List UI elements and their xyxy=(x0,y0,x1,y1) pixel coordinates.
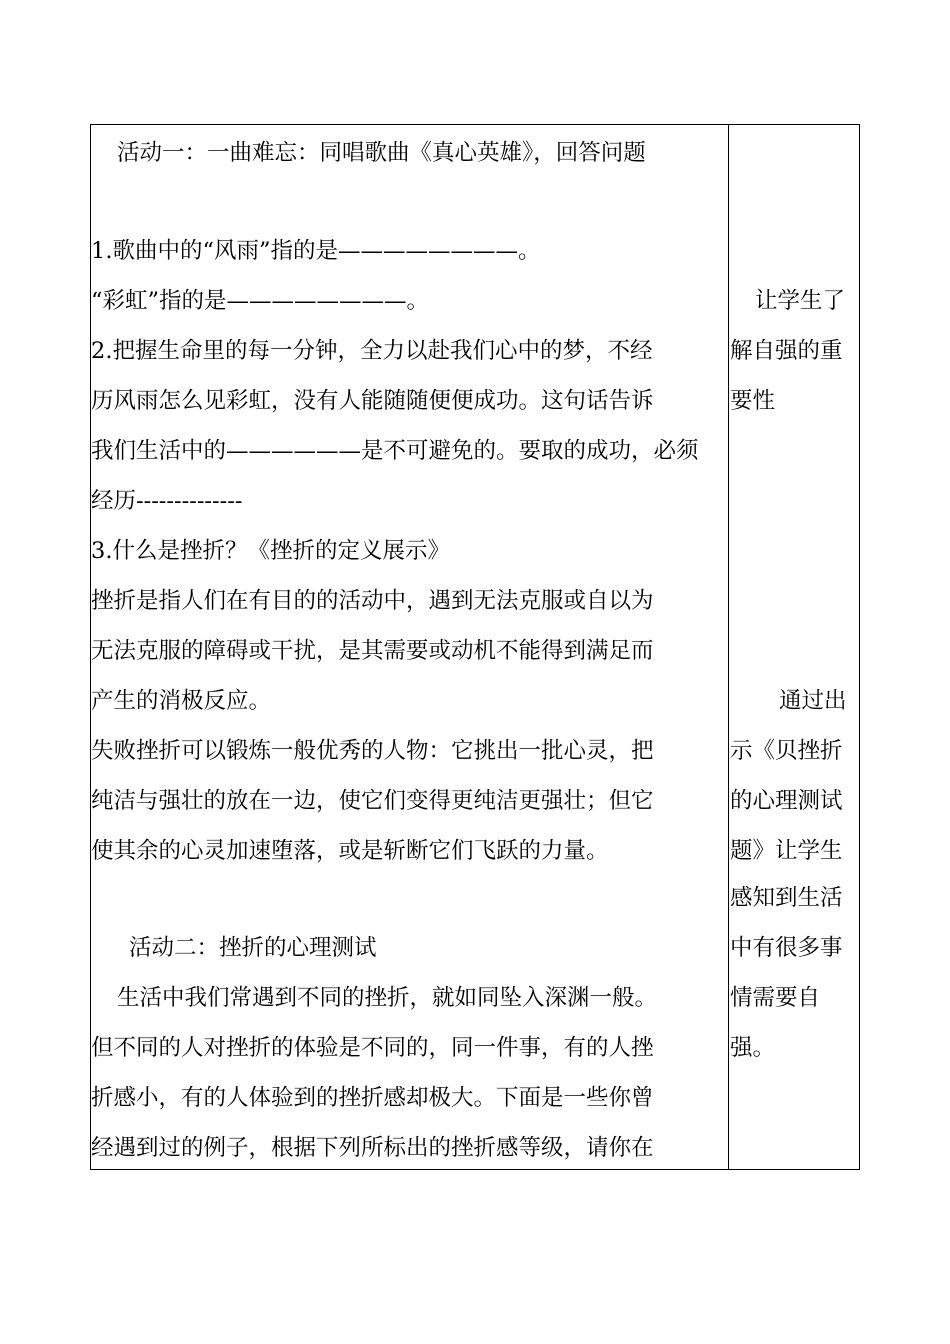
question-one-line: “彩虹”指的是————————。 xyxy=(91,288,430,314)
purpose-line: 强。 xyxy=(730,1035,776,1061)
purpose-line: 要性 xyxy=(730,388,776,414)
definition-line: 产生的消极反应。 xyxy=(91,688,272,714)
purpose-line: 示《贝挫折 xyxy=(730,738,843,764)
question-two-line: 2.把握生命里的每一分钟，全力以赴我们心中的梦，不经 xyxy=(91,338,653,364)
purpose-line: 题》让学生 xyxy=(730,838,843,864)
purpose-line: 感知到生活 xyxy=(730,885,843,911)
purpose-line: 让学生了 xyxy=(755,288,846,314)
column-divider xyxy=(728,125,729,1169)
question-two-line: 我们生活中的——————是不可避免的。要取的成功，必须 xyxy=(91,438,699,464)
question-three-line: 3.什么是挫折？《挫折的定义展示》 xyxy=(91,538,450,564)
definition-line: 挫折是指人们在有目的的活动中，遇到无法克服或自以为 xyxy=(91,588,654,614)
question-two-line: 经历-------------- xyxy=(91,488,243,514)
activity-two-line: 但不同的人对挫折的体验是不同的，同一件事，有的人挫 xyxy=(91,1035,654,1061)
definition-line: 无法克服的障碍或干扰，是其需要或动机不能得到满足而 xyxy=(91,638,654,664)
activity-two-line: 经遇到过的例子，根据下列所标出的挫折感等级，请你在 xyxy=(91,1135,654,1161)
activity-two-line: 生活中我们常遇到不同的挫折，就如同坠入深渊一般。 xyxy=(117,985,658,1011)
question-one-line: 1.歌曲中的“风雨”指的是————————。 xyxy=(91,238,541,264)
quote-line: 失败挫折可以锻炼一般优秀的人物：它挑出一批心灵，把 xyxy=(91,738,654,764)
purpose-line: 解自强的重 xyxy=(730,338,843,364)
activity-two-line: 折感小，有的人体验到的挫折感却极大。下面是一些你曾 xyxy=(91,1085,654,1111)
activity-two-heading: 活动二：挫折的心理测试 xyxy=(129,935,377,961)
purpose-line: 情需要自 xyxy=(730,985,821,1011)
document-table xyxy=(90,124,860,1170)
purpose-line: 的心理测试 xyxy=(730,788,843,814)
quote-line: 纯洁与强壮的放在一边，使它们变得更纯洁更强壮；但它 xyxy=(91,788,654,814)
purpose-line: 中有很多事 xyxy=(730,935,843,961)
question-two-line: 历风雨怎么见彩虹，没有人能随随便便成功。这句话告诉 xyxy=(91,388,654,414)
activity-one-heading: 活动一：一曲难忘：同唱歌曲《真心英雄》，回答问题 xyxy=(117,140,646,166)
quote-line: 使其余的心灵加速堕落，或是斩断它们飞跃的力量。 xyxy=(91,838,609,864)
purpose-line: 通过出 xyxy=(779,688,847,714)
